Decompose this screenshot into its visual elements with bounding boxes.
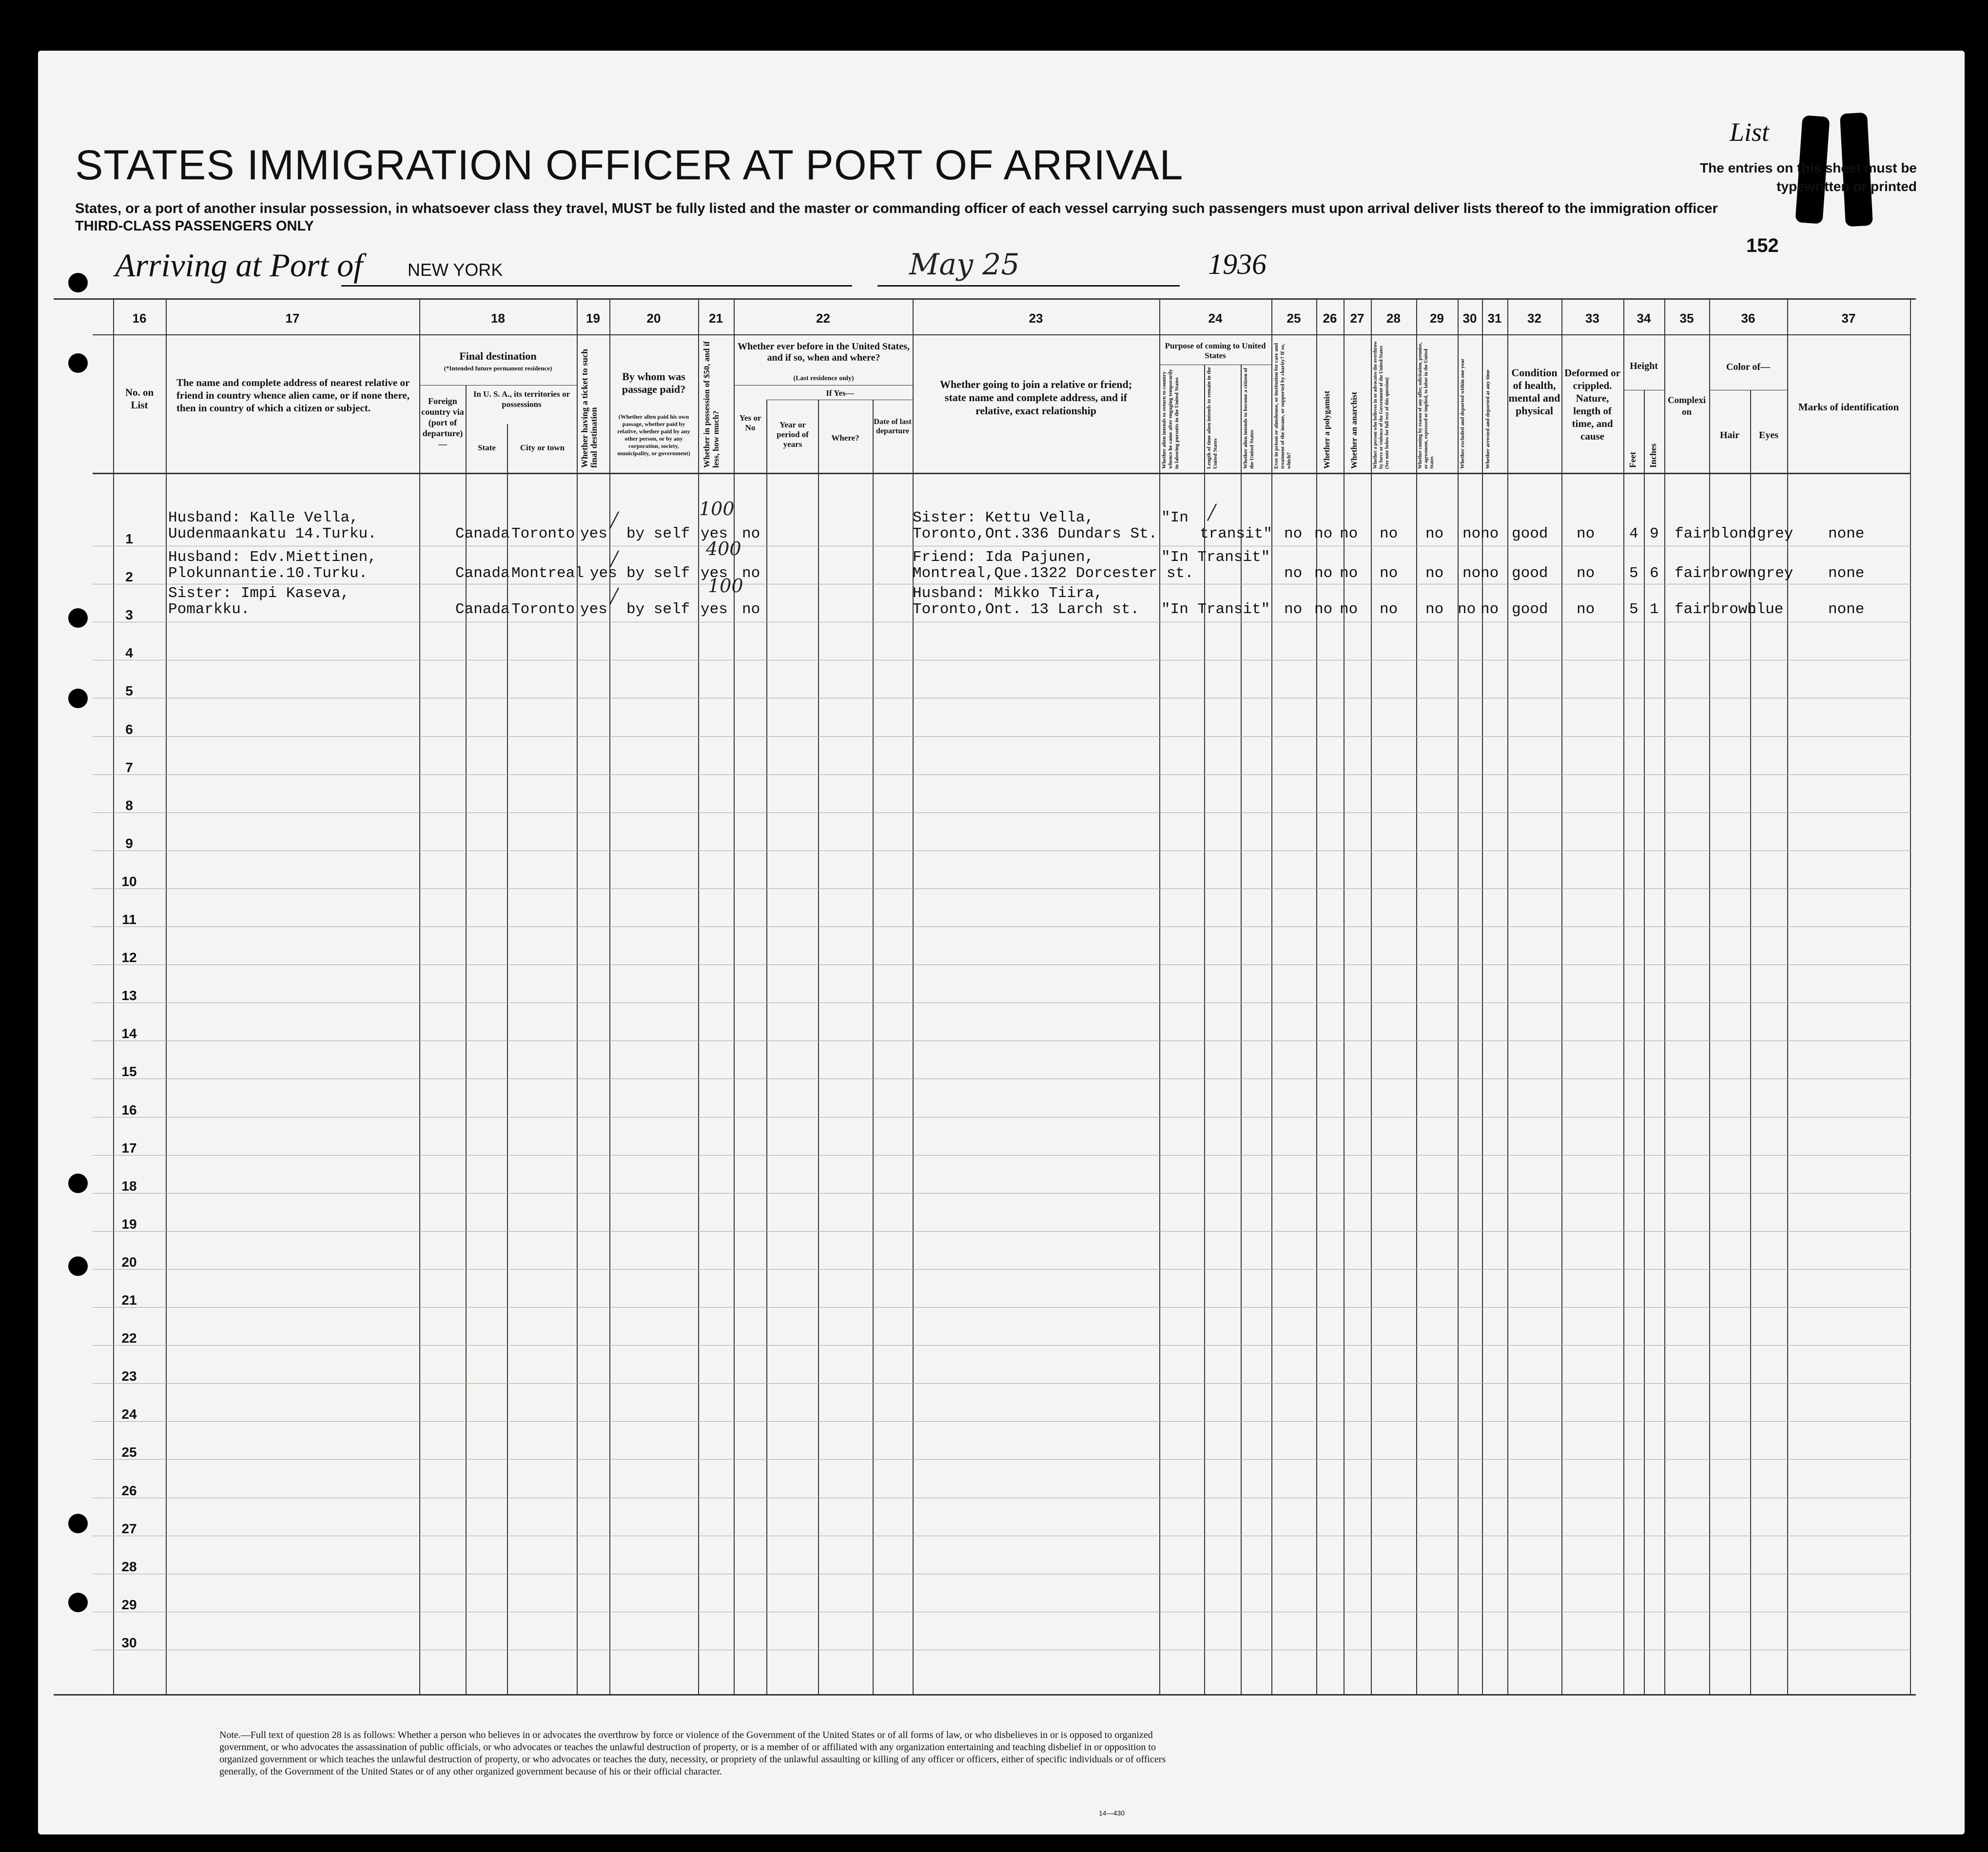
health: good <box>1512 565 1548 582</box>
row-number: 13 <box>121 988 137 1003</box>
row-line <box>93 1421 1911 1422</box>
row-number: 26 <box>121 1483 137 1498</box>
header-year-period: Year or period of years <box>777 420 809 449</box>
deformed: no <box>1577 565 1595 582</box>
column-number: 36 <box>1741 311 1755 326</box>
column-number: 16 <box>132 311 147 326</box>
polygamist: no <box>1314 565 1333 582</box>
health: good <box>1512 525 1548 542</box>
row-line <box>93 1383 1911 1384</box>
polygamist: no <box>1314 525 1333 542</box>
relative-line-2: Plokunnantie.10.Turku. <box>168 565 368 582</box>
header-if-yes: If Yes— <box>826 388 854 398</box>
colnum-border <box>93 334 1911 335</box>
joining-line-1: Husband: Mikko Tiira, <box>913 585 1103 602</box>
relative-line-1: Husband: Edv.Miettinen, <box>168 549 377 566</box>
joining-line-2: Montreal,Que.1322 Dorcester st. <box>913 565 1194 582</box>
header-no-on-list: No. on List <box>125 386 154 411</box>
header-feet: Feet <box>1628 452 1637 468</box>
row-number: 5 <box>125 683 133 698</box>
question-28-note: Note.—Full text of question 28 is as follows: Whether a person who believes in or advocates the overthrow by force or violence of the Government of the United States or of all forms of law, or who disbelieves in or is opposed to organized government, or who advocates the assassination of public officials, or who advocates or teaches the unlawful destruction of property, or is a member of or affiliated with any organization entertaining and teaching disbelief in or opposition to organized government or which teaches the unlawful destruction of property, or who advocates or teaches the duty, necessity, or propriety of the unlawful assaulting or killing of any officer or officers, either of specific individuals or of officers generally, of the Government of the United States or of any other organized government because of his or their official character. <box>219 1730 1166 1777</box>
col-line <box>1371 298 1372 1694</box>
arrival-port: NEW YORK <box>408 260 503 280</box>
header-question-29: Whether coming by reason of any offer, solicitation, promise, or agreement, expressed or implied, to labor in the United States <box>1418 342 1435 469</box>
row-number: 25 <box>121 1445 137 1460</box>
header-purpose-citizen: Whether alien intends to become a citizen of the United States <box>1243 367 1255 469</box>
header-question-28: Whether a person who believes in or advocates the overthrow by force or violence of the Government of the United States (See note below for full text of this question) <box>1373 341 1390 469</box>
row-number: 18 <box>121 1178 137 1194</box>
header-excluded: Whether excluded and deported within one year <box>1460 358 1465 469</box>
col-line <box>1458 298 1459 1694</box>
eye-color: grey <box>1757 565 1793 582</box>
header-date-last: Date of last departure <box>874 418 912 435</box>
col-line <box>1750 390 1751 1694</box>
form-number: 14—430 <box>1099 1809 1125 1817</box>
hair-color: blond <box>1711 525 1757 542</box>
header-purpose-return: Whether alien intends to return to country whence he came after engaging temporarily in laboring pursuits in the United States <box>1161 369 1180 469</box>
ticket: yes <box>580 525 607 542</box>
column-number: 27 <box>1350 311 1364 326</box>
arrival-date: May 25 <box>909 248 1020 282</box>
header-polygamist: Whether a polygamist <box>1322 390 1331 469</box>
hair-color: brown <box>1711 601 1757 618</box>
col-line <box>1482 298 1483 1694</box>
header-hair: Hair <box>1720 430 1739 441</box>
col-line <box>419 298 420 1694</box>
col-line <box>1316 298 1317 1694</box>
row-number: 14 <box>121 1026 137 1041</box>
row-number: 11 <box>122 912 136 927</box>
arriving-label: Arriving at Port of <box>115 247 363 284</box>
row-line <box>93 1231 1911 1232</box>
purpose-line-1: "In Transit" <box>1161 601 1270 618</box>
list-instructions: The entries on this sheet must be typewritten or printed <box>1700 160 1917 194</box>
column-number: 24 <box>1208 311 1223 326</box>
joining-line-2: Toronto,Ont.336 Dundars St. <box>913 525 1158 542</box>
col-line <box>766 400 767 1694</box>
money-amount: 100 <box>699 498 735 520</box>
binder-hole <box>68 273 88 292</box>
column-number: 28 <box>1386 311 1401 326</box>
header-possession: Whether in possession of $50, and if less, how much? <box>702 341 721 468</box>
complexion: fair <box>1675 565 1711 582</box>
relative-line-2: Pomarkku. <box>168 601 250 618</box>
row-line <box>93 850 1911 851</box>
header-usa: In U. S. A., its territories or possessions <box>473 389 570 409</box>
list-number: 152 <box>1746 235 1779 256</box>
question-31: no <box>1481 525 1499 542</box>
col-line <box>913 298 914 1694</box>
height-inches: 6 <box>1650 565 1659 582</box>
col-line <box>1910 298 1911 1694</box>
subheader-line <box>419 385 577 386</box>
row-line <box>93 812 1911 813</box>
row-number: 10 <box>121 874 137 889</box>
row-line <box>93 774 1911 775</box>
header-eyes: Eyes <box>1759 430 1778 441</box>
header-city: City or town <box>520 443 565 452</box>
question-31: no <box>1481 565 1499 582</box>
purpose-line-2: transit" <box>1200 525 1272 542</box>
identification-marks: none <box>1828 525 1865 542</box>
col-line <box>873 400 874 1694</box>
relative-line-1: Husband: Kalle Vella, <box>168 509 359 526</box>
column-number: 34 <box>1637 311 1651 326</box>
joining-line-1: Friend: Ida Pajunen, <box>913 549 1094 566</box>
header-inches: Inches <box>1648 443 1658 468</box>
header-instructions: States, or a port of another insular possession, in whatsoever class they travel, MUST be fully listed and the master or commanding officer of each vessel carrying such passengers must upon arrival deliver lists thereof to the immigration officer <box>75 201 1718 216</box>
possession: yes <box>701 525 728 542</box>
col-line <box>818 400 819 1694</box>
header-joining: Whether going to join a relative or friend; state name and complete address, and if relative, exact relationship <box>939 378 1132 417</box>
row-number: 21 <box>121 1293 137 1308</box>
column-number: 18 <box>491 311 505 326</box>
ticket: yes <box>580 601 607 618</box>
row-line <box>93 888 1911 889</box>
ticket: yes <box>590 565 617 582</box>
anarchist: no <box>1340 601 1358 618</box>
ever-before: no <box>742 601 760 618</box>
row-line <box>93 1269 1911 1270</box>
foreign-country: Canada <box>455 525 510 542</box>
list-label: List <box>1730 117 1770 147</box>
ever-before: no <box>742 525 760 542</box>
col-line <box>1623 298 1624 1694</box>
row-number: 17 <box>121 1140 137 1156</box>
row-number: 9 <box>125 836 133 851</box>
port-underline <box>341 285 852 287</box>
row-number: 28 <box>121 1559 137 1574</box>
anarchist: no <box>1340 525 1358 542</box>
destination-city: Toronto <box>511 525 575 542</box>
row-number: 27 <box>121 1521 137 1536</box>
column-number: 32 <box>1527 311 1541 326</box>
paid-by: by self <box>626 601 690 618</box>
col-line <box>1709 298 1710 1694</box>
deformed: no <box>1577 601 1595 618</box>
money-amount: 400 <box>706 538 741 559</box>
header-by-whom-sub: (Whether alien paid his own passage, whether paid by relative, whether paid by any other person, or by any corporation, society, municipality, or government) <box>617 413 690 457</box>
col-line <box>1159 298 1160 1694</box>
foreign-country: Canada <box>455 601 510 618</box>
row-number: 20 <box>121 1254 137 1270</box>
prison: no <box>1284 601 1303 618</box>
column-number: 30 <box>1462 311 1477 326</box>
health: good <box>1512 601 1548 618</box>
identification-marks: none <box>1828 601 1865 618</box>
prison: no <box>1284 525 1303 542</box>
column-number: 26 <box>1323 311 1337 326</box>
row-number: 24 <box>121 1407 137 1422</box>
table-bottom-border <box>54 1694 1916 1696</box>
col-line <box>577 298 578 1694</box>
header-complexion: Complexion <box>1667 395 1706 417</box>
height-feet: 5 <box>1629 601 1638 618</box>
col-line <box>1271 298 1272 1694</box>
check-mark: / <box>610 545 618 573</box>
row-line <box>93 1117 1911 1118</box>
header-ever-before: Whether ever before in the United States, and if so, when and where? <box>738 341 910 363</box>
column-number: 22 <box>816 311 830 326</box>
column-number: 29 <box>1430 311 1444 326</box>
possession: yes <box>701 601 728 618</box>
binder-hole <box>68 689 88 708</box>
question-31: no <box>1481 601 1499 618</box>
deformed: no <box>1577 525 1595 542</box>
col-line <box>1507 298 1508 1694</box>
purpose-line-1: "In Transit" <box>1161 549 1270 566</box>
binder-hole <box>68 1514 88 1533</box>
joining-line-1: Sister: Kettu Vella, <box>913 509 1094 526</box>
header-final-destination-sub: (*Intended future permanent residence) <box>444 365 552 372</box>
question-30: no <box>1458 601 1476 618</box>
question-28: no <box>1380 601 1398 618</box>
column-number: 17 <box>285 311 300 326</box>
binder-hole <box>68 353 88 373</box>
purpose-line-1: "In <box>1161 509 1189 526</box>
header-anarchist: Whether an anarchist <box>1349 391 1359 469</box>
money-amount: 100 <box>708 575 743 597</box>
passenger-class: THIRD-CLASS PASSENGERS ONLY <box>75 218 314 234</box>
column-number: 23 <box>1029 311 1043 326</box>
col-line <box>1664 298 1665 1694</box>
row-number: 4 <box>125 645 133 660</box>
check-mark: / <box>1208 499 1215 526</box>
height-inches: 9 <box>1650 525 1659 542</box>
col-line <box>1561 298 1562 1694</box>
binder-hole <box>68 1256 88 1276</box>
question-29: no <box>1425 525 1444 542</box>
header-foreign-country: Foreign country via (port of departure)— <box>421 396 464 449</box>
arrival-year: 1936 <box>1208 248 1267 280</box>
col-line <box>1644 390 1645 1694</box>
complexion: fair <box>1675 601 1711 618</box>
identification-marks: none <box>1828 565 1865 582</box>
row-number: 16 <box>121 1102 137 1118</box>
col-line <box>1787 298 1788 1694</box>
destination-city: Montreal <box>511 565 584 582</box>
header-final-destination: Final destination <box>459 350 537 362</box>
col-line <box>166 298 167 1694</box>
column-number: 25 <box>1286 311 1301 326</box>
check-mark: / <box>610 582 618 610</box>
binder-hole <box>68 1174 88 1193</box>
column-number: 19 <box>586 311 600 326</box>
row-number: 23 <box>121 1369 137 1384</box>
row-number: 15 <box>121 1064 137 1079</box>
row-number: 6 <box>125 722 133 737</box>
question-28: no <box>1380 565 1398 582</box>
header-ticket: Whether having a ticket to such final destination <box>580 348 599 468</box>
subheader-line <box>734 385 913 386</box>
table-top-border <box>54 298 1916 300</box>
header-health: Condition of health, mental and physical <box>1508 367 1560 417</box>
col-line <box>1344 298 1345 1694</box>
ever-before: no <box>742 565 760 582</box>
question-30: no <box>1462 525 1481 542</box>
height-feet: 5 <box>1629 565 1638 582</box>
row-line <box>93 1307 1911 1308</box>
row-number: 7 <box>125 760 133 775</box>
row-number: 19 <box>121 1216 137 1232</box>
row-number: 12 <box>121 950 137 965</box>
header-color-of: Color of— <box>1726 362 1771 372</box>
header-ever-before-sub: (Last residence only) <box>793 375 854 382</box>
joining-line-2: Toronto,Ont. 13 Larch st. <box>913 601 1140 618</box>
prison: no <box>1284 565 1303 582</box>
header-by-whom: By whom was passage paid? <box>622 370 686 395</box>
binder-hole <box>68 1593 88 1612</box>
header-bottom-border <box>93 473 1911 474</box>
row-number: 3 <box>125 607 133 622</box>
header-deformed: Deformed or crippled. Nature, length of time, and cause <box>1564 367 1620 442</box>
page-title: STATES IMMIGRATION OFFICER AT PORT OF ARRIVAL <box>75 142 1184 189</box>
anarchist: no <box>1340 565 1358 582</box>
row-line <box>93 736 1911 737</box>
row-number: 30 <box>121 1635 137 1650</box>
row-number: 1 <box>125 531 133 546</box>
header-marks: Marks of identification <box>1798 401 1899 413</box>
eye-color: blue <box>1747 601 1784 618</box>
complexion: fair <box>1675 525 1711 542</box>
header-purpose: Purpose of coming to United States <box>1165 341 1266 360</box>
polygamist: no <box>1314 601 1333 618</box>
header-purpose-length: Length of time alien intends to remain in the United States <box>1206 367 1218 469</box>
height-inches: 1 <box>1650 601 1659 618</box>
question-29: no <box>1425 565 1444 582</box>
question-29: no <box>1425 601 1444 618</box>
question-30: no <box>1462 565 1481 582</box>
header-state: State <box>478 443 496 452</box>
col-line <box>1416 298 1417 1694</box>
header-deported: Whether arrested and deported at any time <box>1485 369 1491 469</box>
row-number: 29 <box>121 1597 137 1612</box>
header-height: Height <box>1630 361 1658 371</box>
row-number: 22 <box>121 1331 137 1346</box>
foreign-country: Canada <box>455 565 510 582</box>
paid-by: by self <box>626 525 690 542</box>
header-yes-no: Yes or No <box>739 413 761 432</box>
row-number: 2 <box>125 569 133 584</box>
header-relative: The name and complete address of nearest relative or friend in country whence alien came, or if none there, then in country of which a citizen or subject. <box>176 377 410 414</box>
question-28: no <box>1380 525 1398 542</box>
column-number: 35 <box>1679 311 1694 326</box>
height-feet: 4 <box>1629 525 1638 542</box>
header-prison: Ever in prison or almshouse, or institution for care and treatment of the insane, or supported by charity? If so, which? <box>1273 343 1292 469</box>
row-number: 8 <box>125 798 133 813</box>
binder-hole <box>68 608 88 628</box>
row-line <box>93 1193 1911 1194</box>
relative-line-1: Sister: Impi Kaseva, <box>168 585 350 602</box>
column-number: 31 <box>1487 311 1502 326</box>
relative-line-2: Uudenmaankatu 14.Turku. <box>168 525 377 542</box>
row-line <box>93 1155 1911 1156</box>
column-number: 21 <box>709 311 723 326</box>
date-underline <box>877 285 1180 287</box>
check-mark: / <box>610 506 618 534</box>
eye-color: grey <box>1757 525 1793 542</box>
destination-city: Toronto <box>511 601 575 618</box>
possession: yes <box>701 565 728 582</box>
column-number: 37 <box>1841 311 1856 326</box>
column-number: 33 <box>1585 311 1599 326</box>
row-line <box>93 1459 1911 1460</box>
column-number: 20 <box>646 311 661 326</box>
row-line <box>93 926 1911 927</box>
header-where: Where? <box>831 433 859 443</box>
hair-color: brown <box>1711 565 1757 582</box>
paid-by: by self <box>626 565 690 582</box>
row-line <box>93 1345 1911 1346</box>
